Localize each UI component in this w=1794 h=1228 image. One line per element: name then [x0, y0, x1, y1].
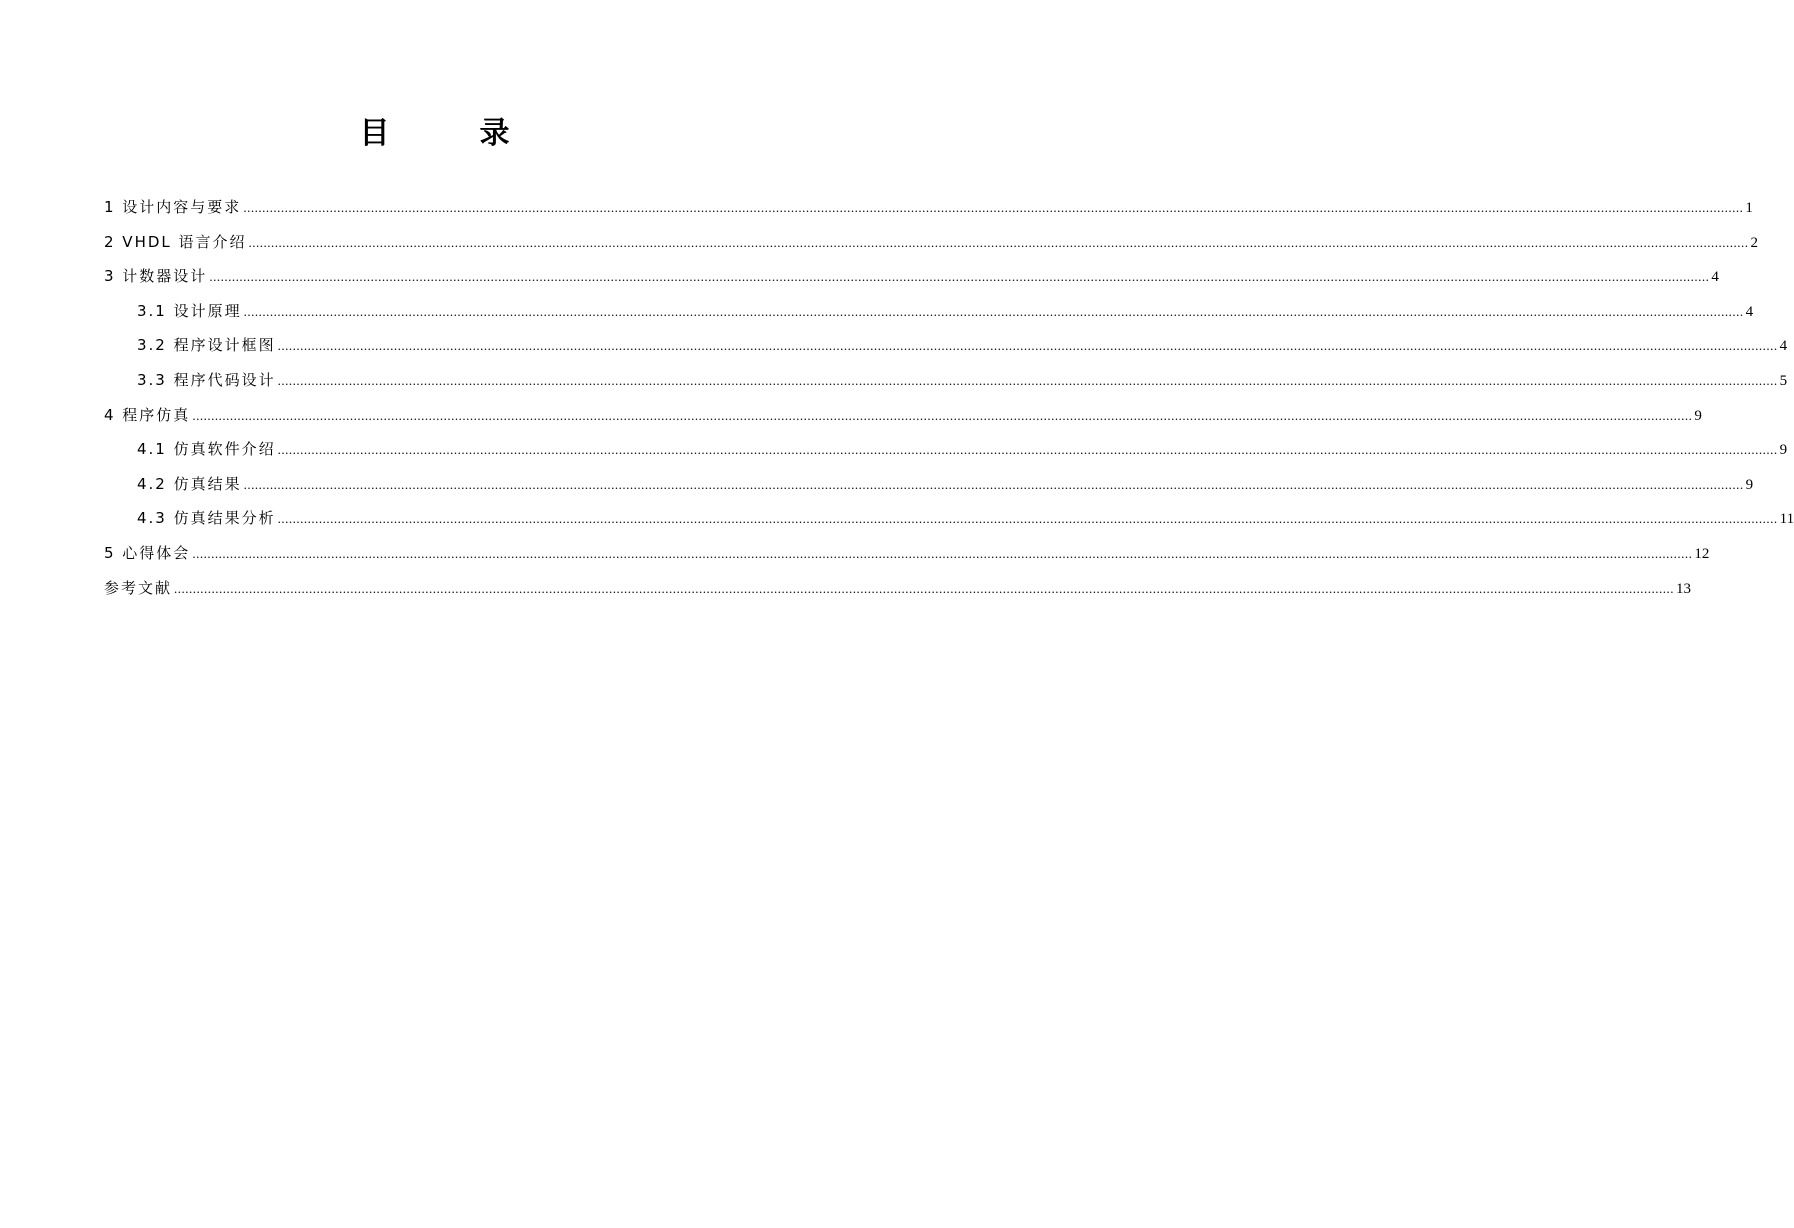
toc-leader-dots: ................................................................................................................................................................................................................................................................................................................................................................................................................	[192, 545, 1693, 561]
toc-subentry[interactable]	[104, 467, 1754, 502]
toc-entry-label: 3 计数器设计	[104, 267, 208, 286]
toc-entry-label: 2 VHDL 语言介绍	[104, 232, 247, 251]
toc-entry-label: 1 设计内容与要求	[104, 198, 242, 216]
toc-leader-dots: ................................................................................................................................................................................................................................................................................................................................................................................................................	[243, 200, 1744, 215]
toc-subentry[interactable]	[104, 294, 1754, 329]
toc-entry-label: 5 心得体会	[104, 543, 191, 562]
toc-entry-page: 1	[1745, 200, 1753, 216]
toc-leader-dots: ................................................................................................................................................................................................................................................................................................................................................................................................................	[248, 234, 1749, 250]
toc-leader-dots: ................................................................................................................................................................................................................................................................................................................................................................................................................	[277, 372, 1778, 388]
toc-entry[interactable]	[104, 225, 1759, 260]
toc-subentry[interactable]	[104, 363, 1788, 398]
toc-entry-page: 12	[1694, 545, 1710, 562]
toc-leader-dots: ................................................................................................................................................................................................................................................................................................................................................................................................................	[277, 511, 1778, 527]
toc-leader-dots: ................................................................................................................................................................................................................................................................................................................................................................................................................	[277, 338, 1778, 354]
toc-entry-page: 4	[1711, 269, 1719, 286]
toc-entry-page: 5	[1779, 372, 1788, 389]
toc-leader-dots: ................................................................................................................................................................................................................................................................................................................................................................................................................	[209, 269, 1710, 285]
toc-entry-page: 13	[1676, 580, 1692, 597]
toc-subentry[interactable]	[104, 501, 1794, 536]
toc-entry-label: 4.3 仿真结果分析	[137, 509, 276, 528]
page-title: 目 录	[359, 116, 540, 151]
toc-subentry[interactable]	[104, 432, 1788, 467]
toc-subentry[interactable]	[104, 328, 1788, 363]
toc-leader-dots: ................................................................................................................................................................................................................................................................................................................................................................................................................	[243, 303, 1744, 319]
toc-entry-label: 3.1 设计原理	[137, 301, 242, 320]
toc-entry[interactable]	[104, 398, 1702, 433]
toc-leader-dots: ................................................................................................................................................................................................................................................................................................................................................................................................................	[243, 476, 1744, 492]
toc-entry[interactable]	[104, 571, 1692, 606]
toc-entry-label: 4 程序仿真	[104, 405, 191, 424]
toc-entry-page: 4	[1745, 303, 1754, 320]
toc-entry[interactable]	[104, 259, 1719, 294]
toc-entry-page: 9	[1745, 476, 1754, 493]
toc-entry-label: 4.2 仿真结果	[137, 474, 242, 493]
toc-entry[interactable]	[104, 190, 1753, 225]
toc-entry-label: 3.3 程序代码设计	[137, 370, 276, 389]
toc-entry-label: 3.2 程序设计框图	[137, 336, 276, 355]
toc-entry-label: 4.1 仿真软件介绍	[137, 440, 276, 459]
toc-entry-page: 11	[1779, 511, 1794, 528]
toc-entry-page: 9	[1779, 442, 1788, 459]
toc-leader-dots: ................................................................................................................................................................................................................................................................................................................................................................................................................	[192, 407, 1693, 423]
toc-entry-page: 4	[1779, 338, 1788, 355]
toc-entry-page: 2	[1750, 234, 1759, 251]
toc-leader-dots: ................................................................................................................................................................................................................................................................................................................................................................................................................	[277, 442, 1778, 458]
toc-entry-label: 参考文献	[104, 578, 173, 597]
table-of-contents	[104, 190, 1794, 605]
toc-entry[interactable]	[104, 536, 1710, 571]
toc-entry-page: 9	[1694, 407, 1702, 424]
toc-leader-dots: ................................................................................................................................................................................................................................................................................................................................................................................................................	[174, 580, 1675, 596]
